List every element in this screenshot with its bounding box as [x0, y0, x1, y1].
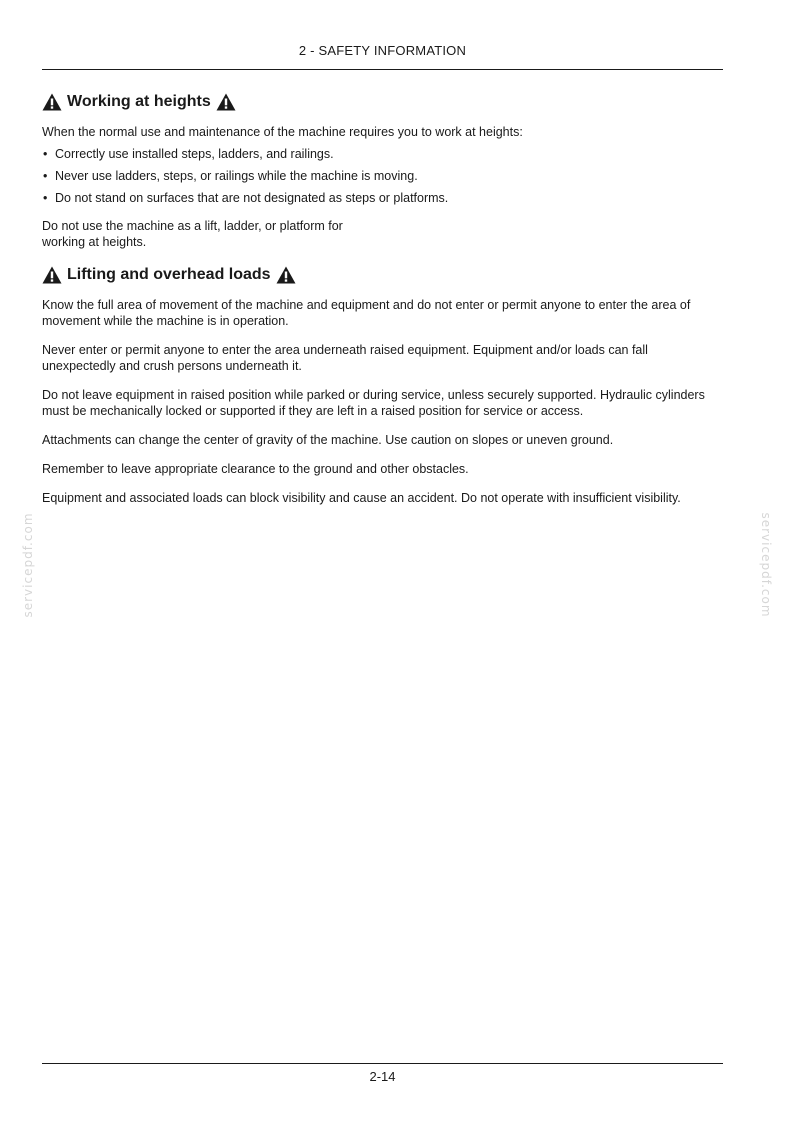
list-item-text: Never use ladders, steps, or railings while the machine is moving.	[55, 169, 418, 183]
page-number: 2-14	[369, 1069, 396, 1084]
section-heading-lifting-overhead-loads	[42, 266, 723, 284]
section-heading-working-at-heights	[42, 93, 723, 111]
watermark-right: servicepdf.com	[759, 512, 773, 618]
warning-triangle-icon	[42, 93, 62, 111]
watermark-left: servicepdf.com	[21, 512, 35, 618]
list-item	[42, 146, 723, 162]
page-content	[42, 93, 723, 519]
warning-triangle-icon	[276, 266, 296, 284]
paragraph: Never enter or permit anyone to enter the area underneath raised equipment. Equipment and/or loads can fall unexpectedly and crush persons underneath it.	[42, 343, 648, 373]
paragraph: Equipment and associated loads can block visibility and cause an accident. Do not operate with insufficient visibility.	[42, 491, 681, 505]
section-closing: Do not use the machine as a lift, ladder, or platform for working at heights.	[42, 219, 343, 249]
section-intro: When the normal use and maintenance of the machine requires you to work at heights:	[42, 125, 523, 139]
list-item	[42, 168, 723, 184]
footer-rule	[42, 1063, 723, 1064]
header-rule	[42, 69, 723, 70]
bullet-icon: •	[43, 147, 48, 161]
paragraph: Know the full area of movement of the machine and equipment and do not enter or permit anyone to enter the area of movement while the machine is in operation.	[42, 298, 691, 328]
bullet-icon: •	[43, 191, 48, 205]
warning-triangle-icon	[42, 266, 62, 284]
bullet-list	[42, 146, 723, 206]
warning-triangle-icon	[216, 93, 236, 111]
paragraph: Attachments can change the center of gravity of the machine. Use caution on slopes or uneven ground.	[42, 433, 614, 447]
paragraph: Do not leave equipment in raised position while parked or during service, unless securely supported. Hydraulic cylinders must be mechanically locked or supported if they are left in a raised position for service or access.	[42, 388, 705, 418]
list-item-text: Do not stand on surfaces that are not designated as steps or platforms.	[55, 191, 449, 205]
page-header: 2 - SAFETY INFORMATION	[298, 43, 467, 58]
section-heading-text: Working at heights	[67, 93, 211, 110]
list-item	[42, 190, 723, 206]
paragraph: Remember to leave appropriate clearance to the ground and other obstacles.	[42, 462, 469, 476]
section-heading-text: Lifting and overhead loads	[67, 266, 271, 283]
bullet-icon: •	[43, 169, 48, 183]
list-item-text: Correctly use installed steps, ladders, and railings.	[55, 147, 334, 161]
